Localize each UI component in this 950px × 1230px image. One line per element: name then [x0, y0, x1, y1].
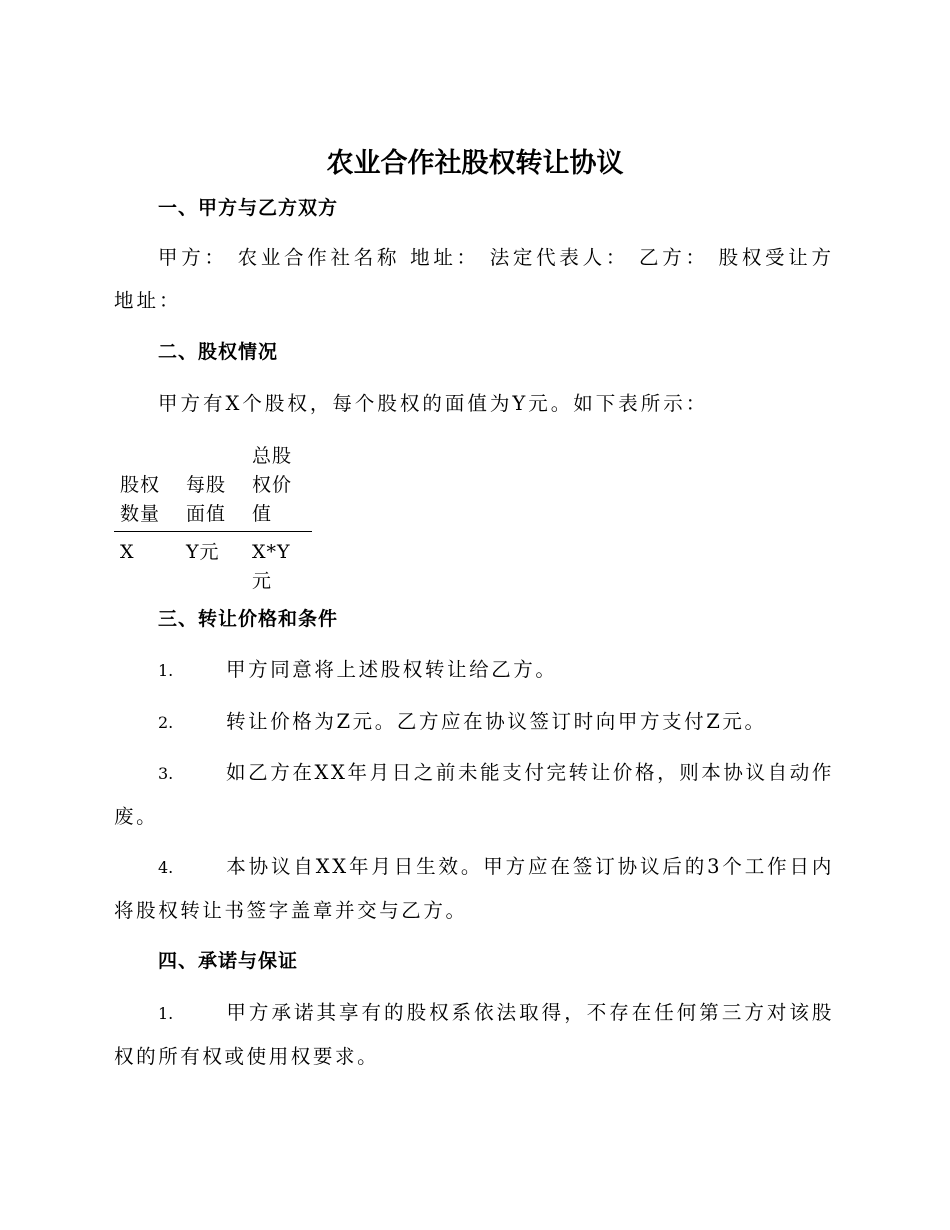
- list-item-number: 1.: [158, 1004, 174, 1023]
- list-item-text: 如乙方在XX年月日之前未能支付完转让价格，则本协议自动作废。: [114, 761, 834, 828]
- table-row: [114, 532, 312, 597]
- table-cell: X*Y元: [252, 541, 291, 592]
- table-header-cell: 股权数量: [114, 442, 180, 532]
- document-title: 农业合作社股权转让协议: [326, 148, 624, 179]
- list-item: [114, 845, 834, 932]
- list-item-number: 1.: [158, 661, 174, 680]
- list-item-text: 本协议自XX年月日生效。甲方应在签订协议后的3个工作日内将股权转让书签字盖章并交与乙方。: [114, 855, 834, 922]
- section-heading-equity: 二、股权情况: [158, 341, 279, 363]
- list-item-text: 转让价格为Z元。乙方应在协议签订时向甲方支付Z元。: [226, 710, 767, 733]
- equity-table: [114, 442, 312, 596]
- list-item-number: 3.: [158, 764, 174, 783]
- list-item-text: 甲方同意将上述股权转让给乙方。: [226, 658, 558, 681]
- list-item: [114, 751, 834, 838]
- section-heading-price-conditions: 三、转让价格和条件: [158, 608, 339, 630]
- table-cell: Y元: [186, 541, 220, 563]
- list-item: [114, 648, 834, 692]
- list-item-number: 2.: [158, 713, 174, 732]
- table-header-cell: 每股面值: [180, 442, 246, 532]
- equity-paragraph: 甲方有X个股权，每个股权的面值为Y元。如下表所示：: [158, 392, 709, 415]
- list-item-text: 甲方承诺其享有的股权系依法取得，不存在任何第三方对该股权的所有权或使用权要求。: [114, 1001, 834, 1068]
- list-item: [114, 700, 834, 744]
- list-item-number: 4.: [158, 858, 174, 877]
- section-heading-parties: 一、甲方与乙方双方: [158, 197, 339, 219]
- table-header-row: [114, 442, 312, 532]
- parties-paragraph: 甲方： 农业合作社名称 地址： 法定代表人： 乙方： 股权受让方 地址：: [114, 246, 834, 312]
- section-heading-commitments: 四、承诺与保证: [158, 950, 299, 972]
- table-header-cell: 总股权价值: [246, 442, 312, 532]
- list-item: [114, 991, 834, 1078]
- table-cell: X: [120, 541, 135, 563]
